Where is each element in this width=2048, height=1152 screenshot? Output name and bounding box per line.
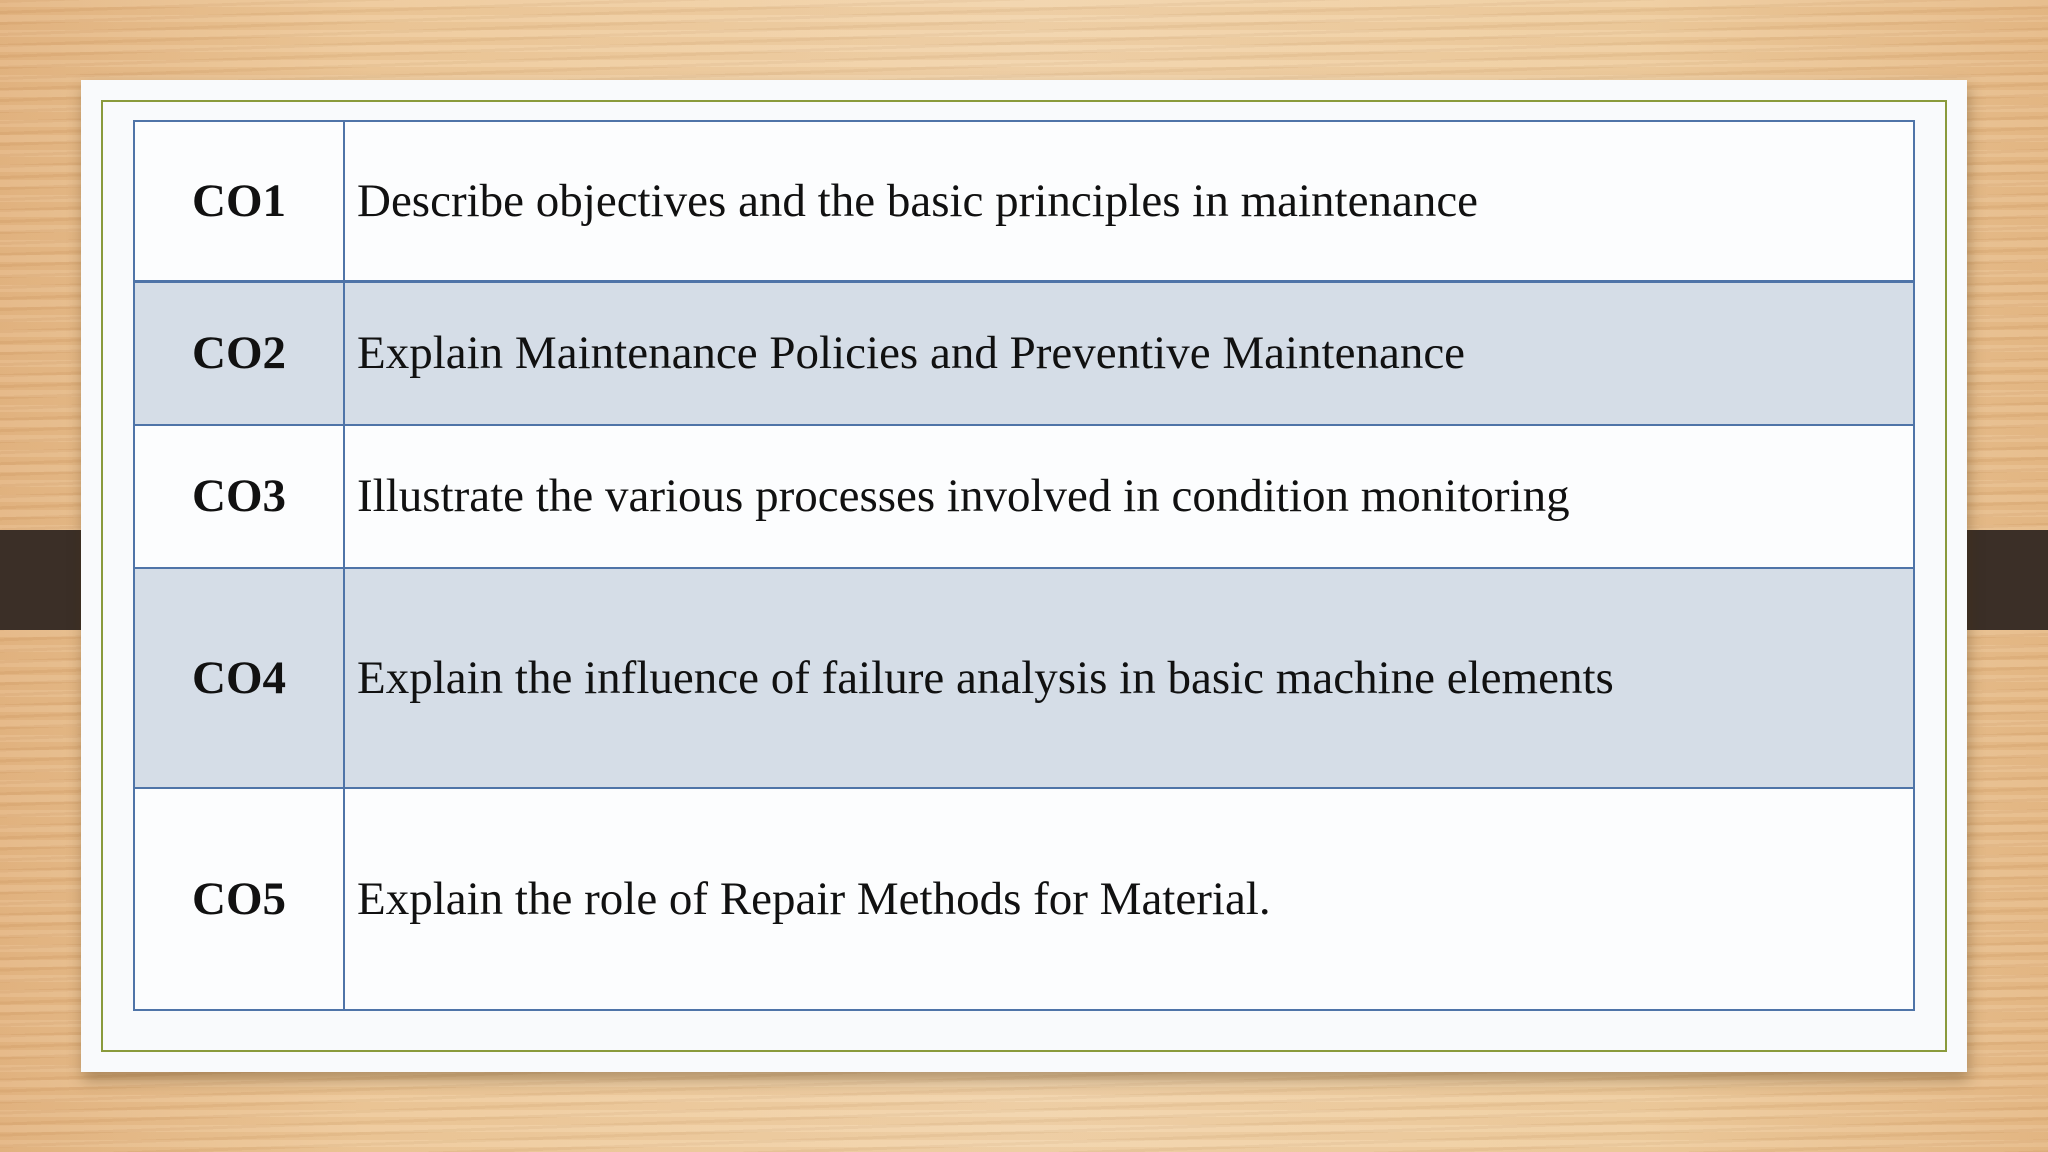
outcome-code: CO5 bbox=[134, 788, 344, 1010]
table-row bbox=[134, 121, 1914, 281]
outcome-description: Illustrate the various processes involved in condition monitoring bbox=[344, 425, 1914, 568]
table-row bbox=[134, 568, 1914, 788]
table-row bbox=[134, 425, 1914, 568]
slide-card bbox=[81, 80, 1967, 1072]
table-row bbox=[134, 788, 1914, 1010]
course-outcomes-table bbox=[133, 120, 1915, 1011]
outcome-code: CO4 bbox=[134, 568, 344, 788]
outcome-description: Explain the influence of failure analysis in basic machine elements bbox=[344, 568, 1914, 788]
outcome-code: CO1 bbox=[134, 121, 344, 281]
outcome-description: Describe objectives and the basic principles in maintenance bbox=[344, 121, 1914, 281]
table-row bbox=[134, 281, 1914, 424]
outcome-description: Explain the role of Repair Methods for Material. bbox=[344, 788, 1914, 1010]
outcome-code: CO3 bbox=[134, 425, 344, 568]
outcome-code: CO2 bbox=[134, 281, 344, 424]
outcome-description: Explain Maintenance Policies and Preventive Maintenance bbox=[344, 281, 1914, 424]
